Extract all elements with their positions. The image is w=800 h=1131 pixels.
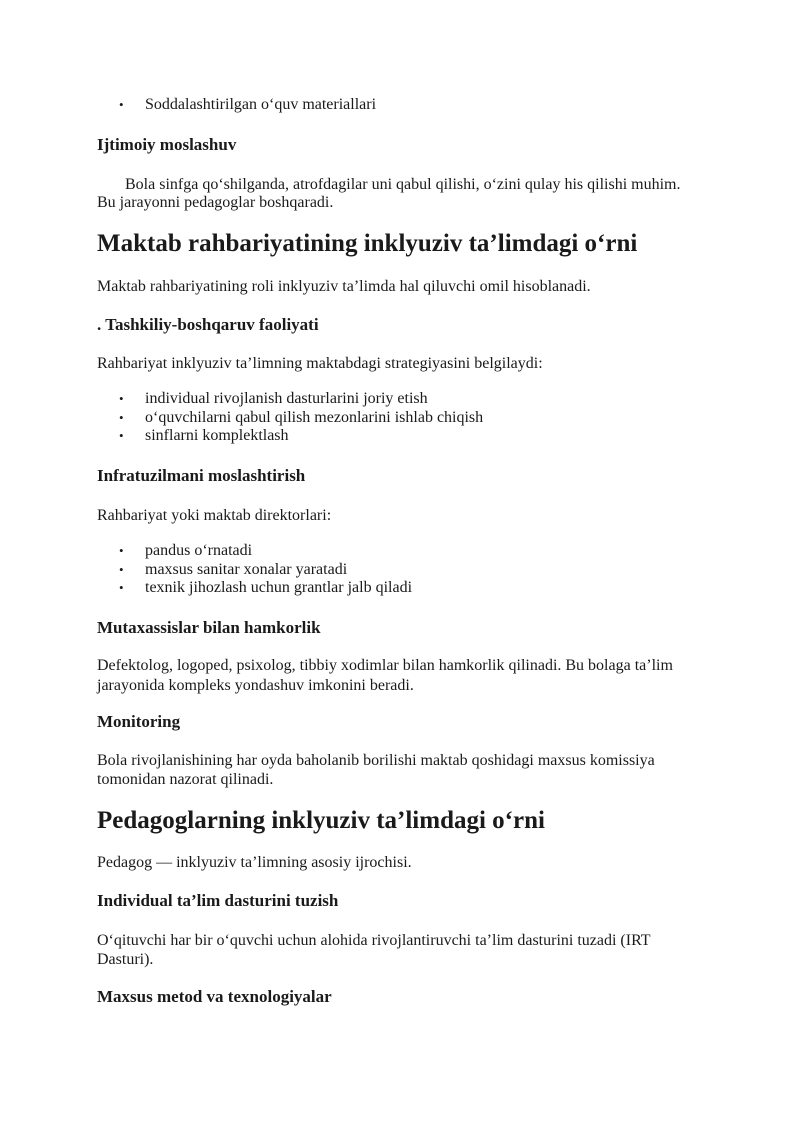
paragraph: Pedagog — inklyuziv ta’limning asosiy ijrochisi. xyxy=(97,854,412,871)
list-item: • individual rivojlanish dasturlarini joriy etish xyxy=(119,390,428,407)
paragraph: Rahbariyat yoki maktab direktorlari: xyxy=(97,507,332,524)
section-heading-ijtimoiy-moslashuv: Ijtimoiy moslashuv xyxy=(97,135,237,154)
bullet-icon: • xyxy=(119,391,124,406)
section-title-pedagogues: Pedagoglarning inklyuziv ta’limdagi o‘rni xyxy=(97,807,545,834)
paragraph-line: Bu jarayonni pedagoglar boshqaradi. xyxy=(97,194,334,211)
bullet-list-infratuzilma xyxy=(97,542,412,598)
paragraph-line: Bola sinfga qo‘shilganda, atrofdagilar uni qabul qilishi, o‘zini qulay his qilishi muhim. xyxy=(125,176,681,193)
list-item: • sinflarni komplektlash xyxy=(119,427,289,444)
paragraph-line: Bola rivojlanishining har oyda baholanib borilishi maktab qoshidagi maxsus komissiya xyxy=(97,752,655,769)
paragraph: Maktab rahbariyatining roli inklyuziv ta’limda hal qiluvchi omil hisoblanadi. xyxy=(97,278,591,295)
section-title-leadership: Maktab rahbariyatining inklyuziv ta’limdagi o‘rni xyxy=(97,230,638,257)
bullet-list-tashkiliy xyxy=(97,390,483,446)
list-item: • texnik jihozlash uchun grantlar jalb qiladi xyxy=(119,579,413,596)
section-heading-mutaxassislar: Mutaxassislar bilan hamkorlik xyxy=(97,618,321,637)
bullet-icon: • xyxy=(119,543,124,558)
list-item: • Soddalashtirilgan o‘quv materiallari xyxy=(119,96,377,113)
section-heading-infratuzilma: Infratuzilmani moslashtirish xyxy=(97,466,306,485)
bullet-icon: • xyxy=(119,561,124,577)
section-heading-tashkiliy: . Tashkiliy-boshqaruv faoliyati xyxy=(97,315,319,334)
section-heading-maxsus-metod: Maxsus metod va texnologiyalar xyxy=(97,987,332,1006)
section-heading-monitoring: Monitoring xyxy=(97,712,181,731)
paragraph-line: tomonidan nazorat qilinadi. xyxy=(97,771,274,788)
paragraph: Rahbariyat inklyuziv ta’limning maktabdagi strategiyasini belgilaydi: xyxy=(97,355,543,372)
paragraph-line: Defektolog, logoped, psixolog, tibbiy xodimlar bilan hamkorlik qilinadi. Bu bolaga ta’lim xyxy=(97,657,673,674)
list-item: • pandus o‘rnatadi xyxy=(119,542,253,559)
list-item: • o‘quvchilarni qabul qilish mezonlarini ishlab chiqish xyxy=(119,408,484,426)
list-item: • maxsus sanitar xonalar yaratadi xyxy=(119,560,348,578)
paragraph-line: O‘qituvchi har bir o‘quvchi uchun alohida rivojlantiruvchi ta’lim dasturini tuzadi (IRT xyxy=(97,932,651,949)
paragraph-line: jarayonida kompleks yondashuv imkonini beradi. xyxy=(97,677,414,694)
bullet-icon: • xyxy=(119,580,124,595)
bullet-icon: • xyxy=(119,409,124,425)
paragraph-line: Dasturi). xyxy=(97,951,154,968)
top-bullet-list xyxy=(97,96,376,115)
section-heading-individual: Individual ta’lim dasturini tuzish xyxy=(97,891,339,910)
bullet-icon: • xyxy=(119,97,124,112)
bullet-icon: • xyxy=(119,428,124,443)
